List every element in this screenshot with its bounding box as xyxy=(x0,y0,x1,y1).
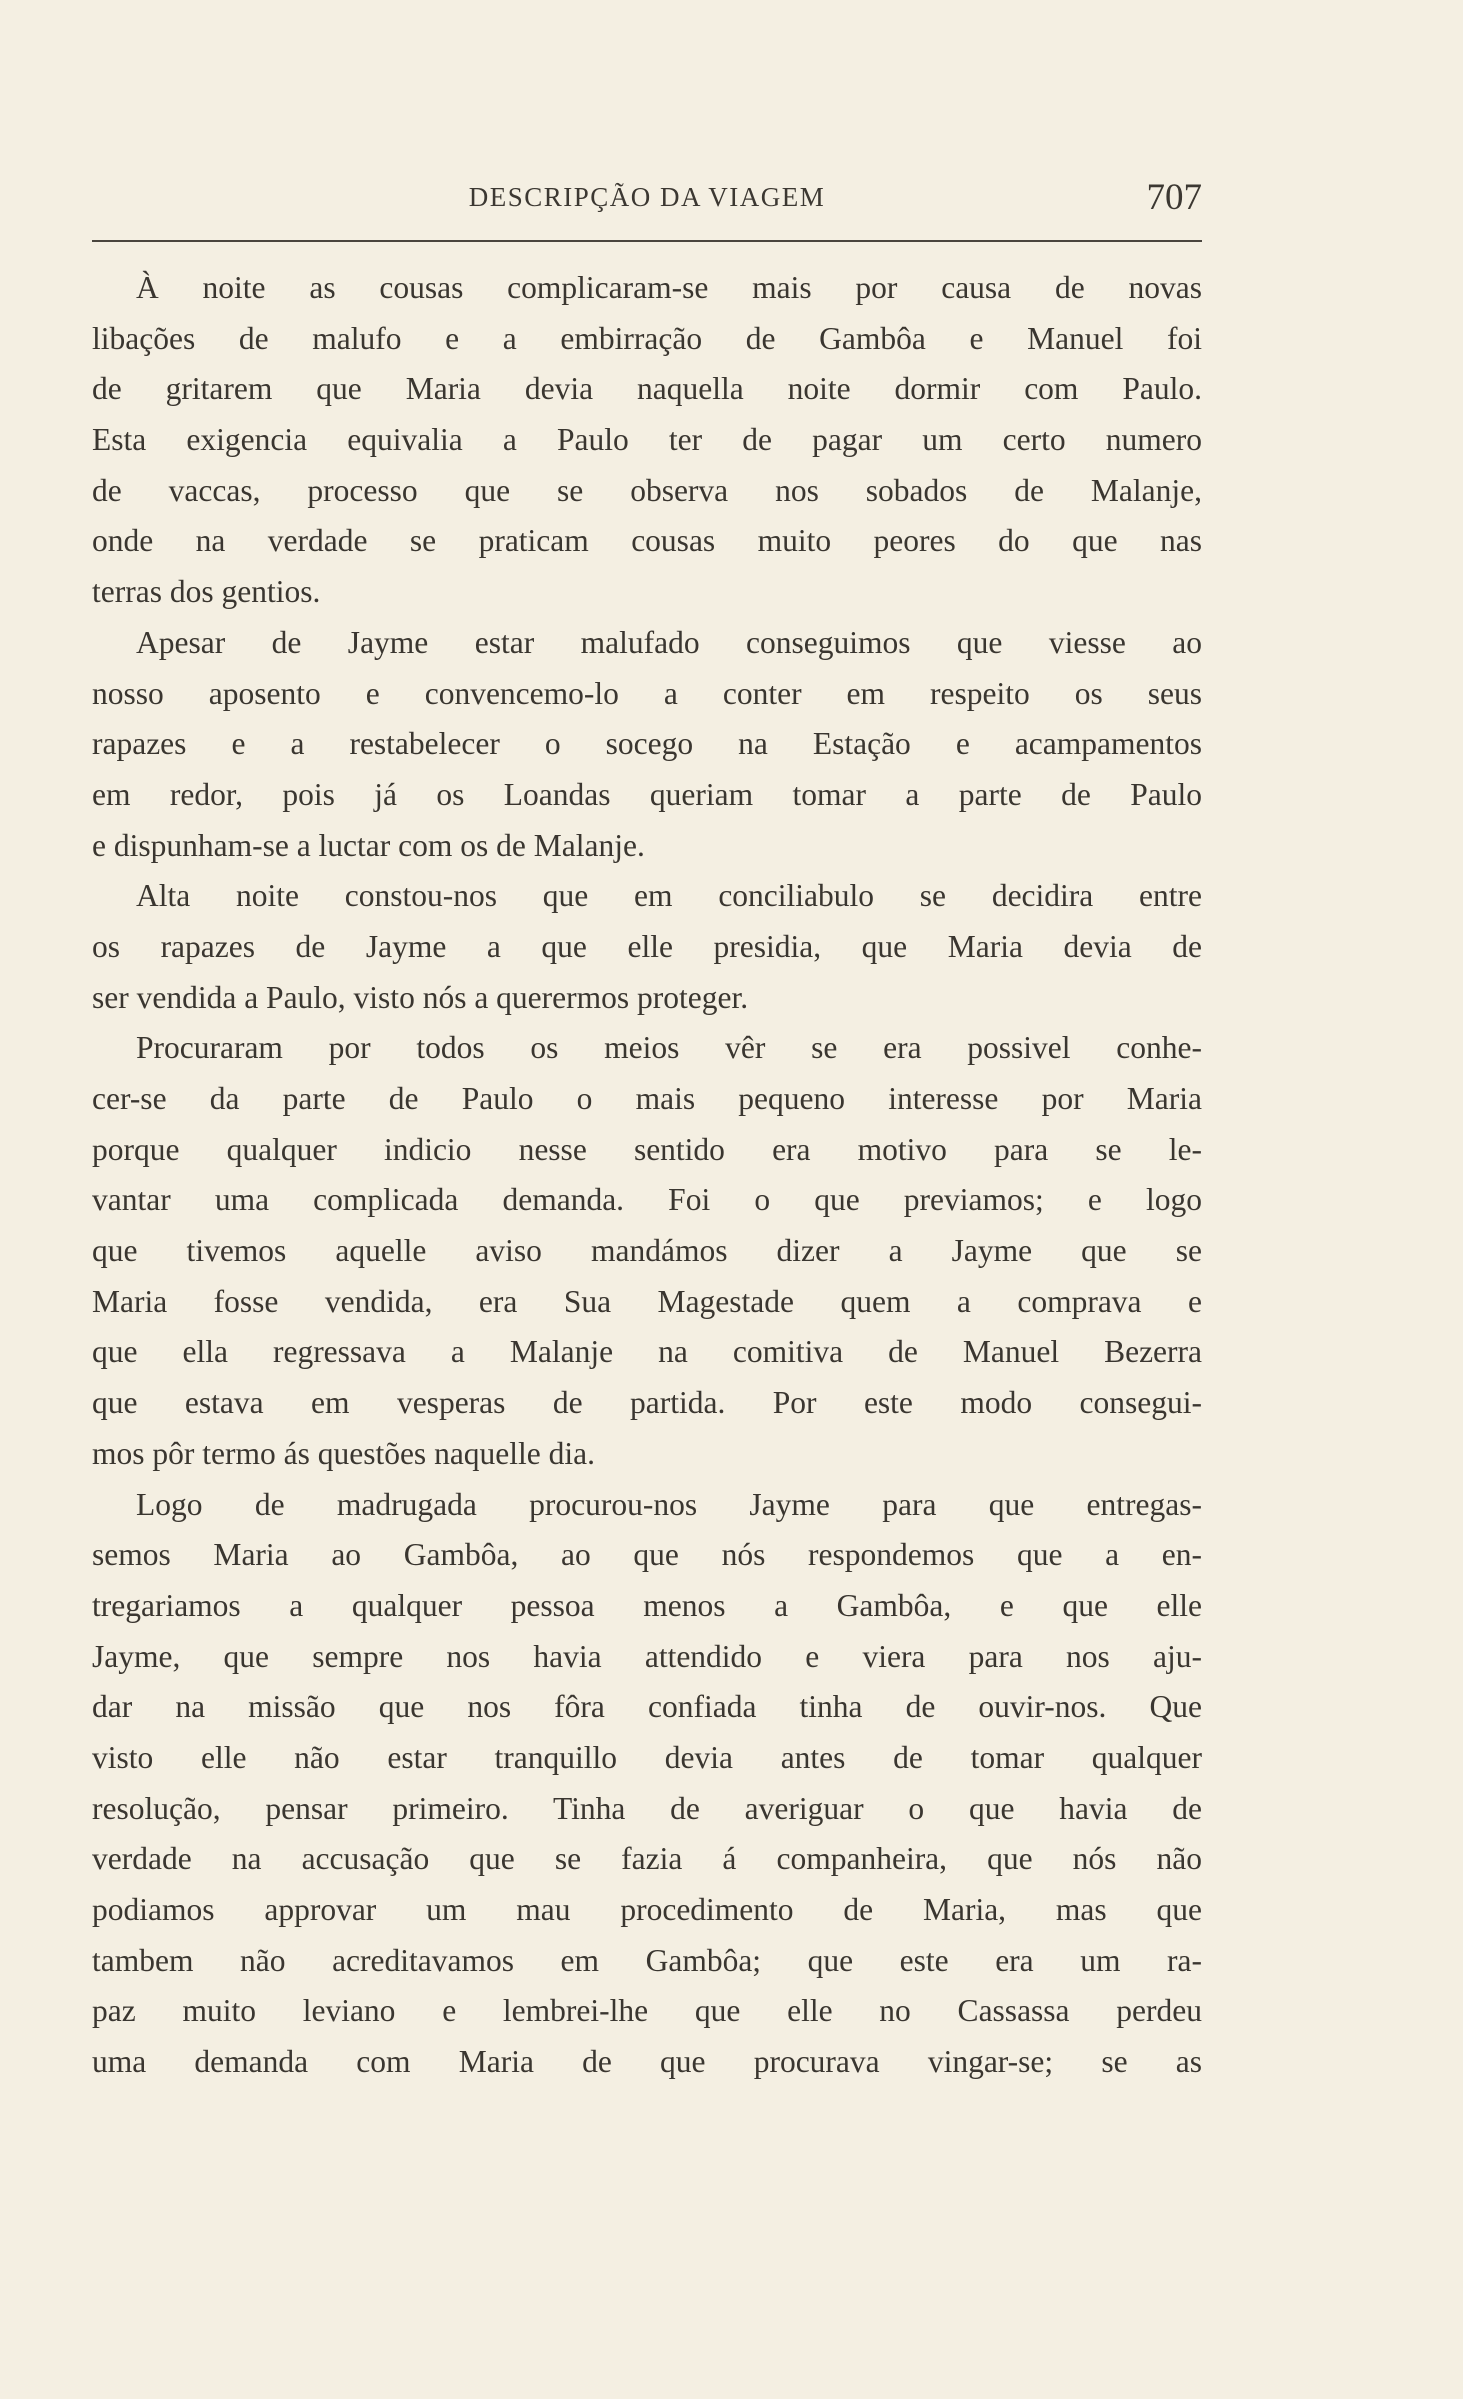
page-number: 707 xyxy=(1146,177,1202,218)
text-line: ser vendida a Paulo, visto nós a querermos proteger. xyxy=(92,979,749,1015)
text-line: de vaccas, processo que se observa nos sobados de Malanje, xyxy=(92,472,1202,508)
text-line: paz muito leviano e lembrei-lhe que elle no Cassassa perdeu xyxy=(92,1993,1202,2029)
text-line: rapazes e a restabelecer o socego na Estação e acampamentos xyxy=(92,726,1202,762)
text-line: Logo de madrugada procurou-nos Jayme para que entregas- xyxy=(136,1486,1202,1522)
text-line: tregariamos a qualquer pessoa menos a Gambôa, e que elle xyxy=(92,1587,1202,1623)
text-line: visto elle não estar tranquillo devia antes de tomar qualquer xyxy=(92,1739,1202,1775)
text-line: semos Maria ao Gambôa, ao que nós respondemos que a en- xyxy=(92,1537,1202,1573)
text-line: podiamos approvar um mau procedimento de Maria, mas que xyxy=(92,1892,1202,1927)
body-text xyxy=(92,263,1202,2088)
text-line: em redor, pois já os Loandas queriam tomar a parte de Paulo xyxy=(92,776,1202,812)
text-line: resolução, pensar primeiro. Tinha de averiguar o que havia de xyxy=(92,1790,1202,1826)
text-line: e dispunham-se a luctar com os de Malanje. xyxy=(92,827,645,863)
text-line: mos pôr termo ás questões naquelle dia. xyxy=(92,1435,596,1471)
text-line: libações de malufo e a embirração de Gambôa e Manuel foi xyxy=(92,320,1202,356)
text-line: uma demanda com Maria de que procurava vingar-se; se as xyxy=(92,2044,1202,2080)
text-line: Esta exigencia equivalia a Paulo ter de pagar um certo numero xyxy=(92,422,1202,458)
text-line: vantar uma complicada demanda. Foi o que previamos; e logo xyxy=(92,1182,1202,1218)
text-line: dar na missão que nos fôra confiada tinha de ouvir-nos. Que xyxy=(92,1689,1202,1725)
text-line: À noite as cousas complicaram-se mais por causa de novas xyxy=(136,270,1202,305)
text-line: nosso aposento e convencemo-lo a conter em respeito os seus xyxy=(92,675,1202,711)
running-title: DESCRIPÇÃO DA VIAGEM xyxy=(468,182,826,212)
text-line: Procuraram por todos os meios vêr se era possivel conhe- xyxy=(136,1030,1202,1066)
text-line: porque qualquer indicio nesse sentido era motivo para se le- xyxy=(92,1131,1202,1167)
text-line: cer-se da parte de Paulo o mais pequeno interesse por Maria xyxy=(92,1081,1202,1116)
text-line: que estava em vesperas de partida. Por este modo consegui- xyxy=(92,1385,1202,1421)
text-line: Apesar de Jayme estar malufado conseguimos que viesse ao xyxy=(136,624,1202,660)
text-line: Maria fosse vendida, era Sua Magestade quem a comprava e xyxy=(92,1283,1202,1319)
text-line: os rapazes de Jayme a que elle presidia, que Maria devia de xyxy=(92,928,1202,964)
text-line: verdade na accusação que se fazia á companheira, que nós não xyxy=(92,1841,1202,1877)
text-line: Jayme, que sempre nos havia attendido e viera para nos aju- xyxy=(92,1638,1202,1674)
text-line: que tivemos aquelle aviso mandámos dizer a Jayme que se xyxy=(92,1233,1202,1269)
text-line: Alta noite constou-nos que em conciliabulo se decidira entre xyxy=(136,878,1202,914)
text-line: onde na verdade se praticam cousas muito peores do que nas xyxy=(92,523,1202,559)
text-line: de gritarem que Maria devia naquella noite dormir com Paulo. xyxy=(92,371,1202,407)
page-header xyxy=(92,176,1202,226)
text-line: tambem não acreditavamos em Gambôa; que este era um ra- xyxy=(92,1942,1202,1978)
text-line: terras dos gentios. xyxy=(92,574,321,610)
header-rule xyxy=(92,240,1202,242)
text-line: que ella regressava a Malanje na comitiva de Manuel Bezerra xyxy=(92,1334,1202,1370)
